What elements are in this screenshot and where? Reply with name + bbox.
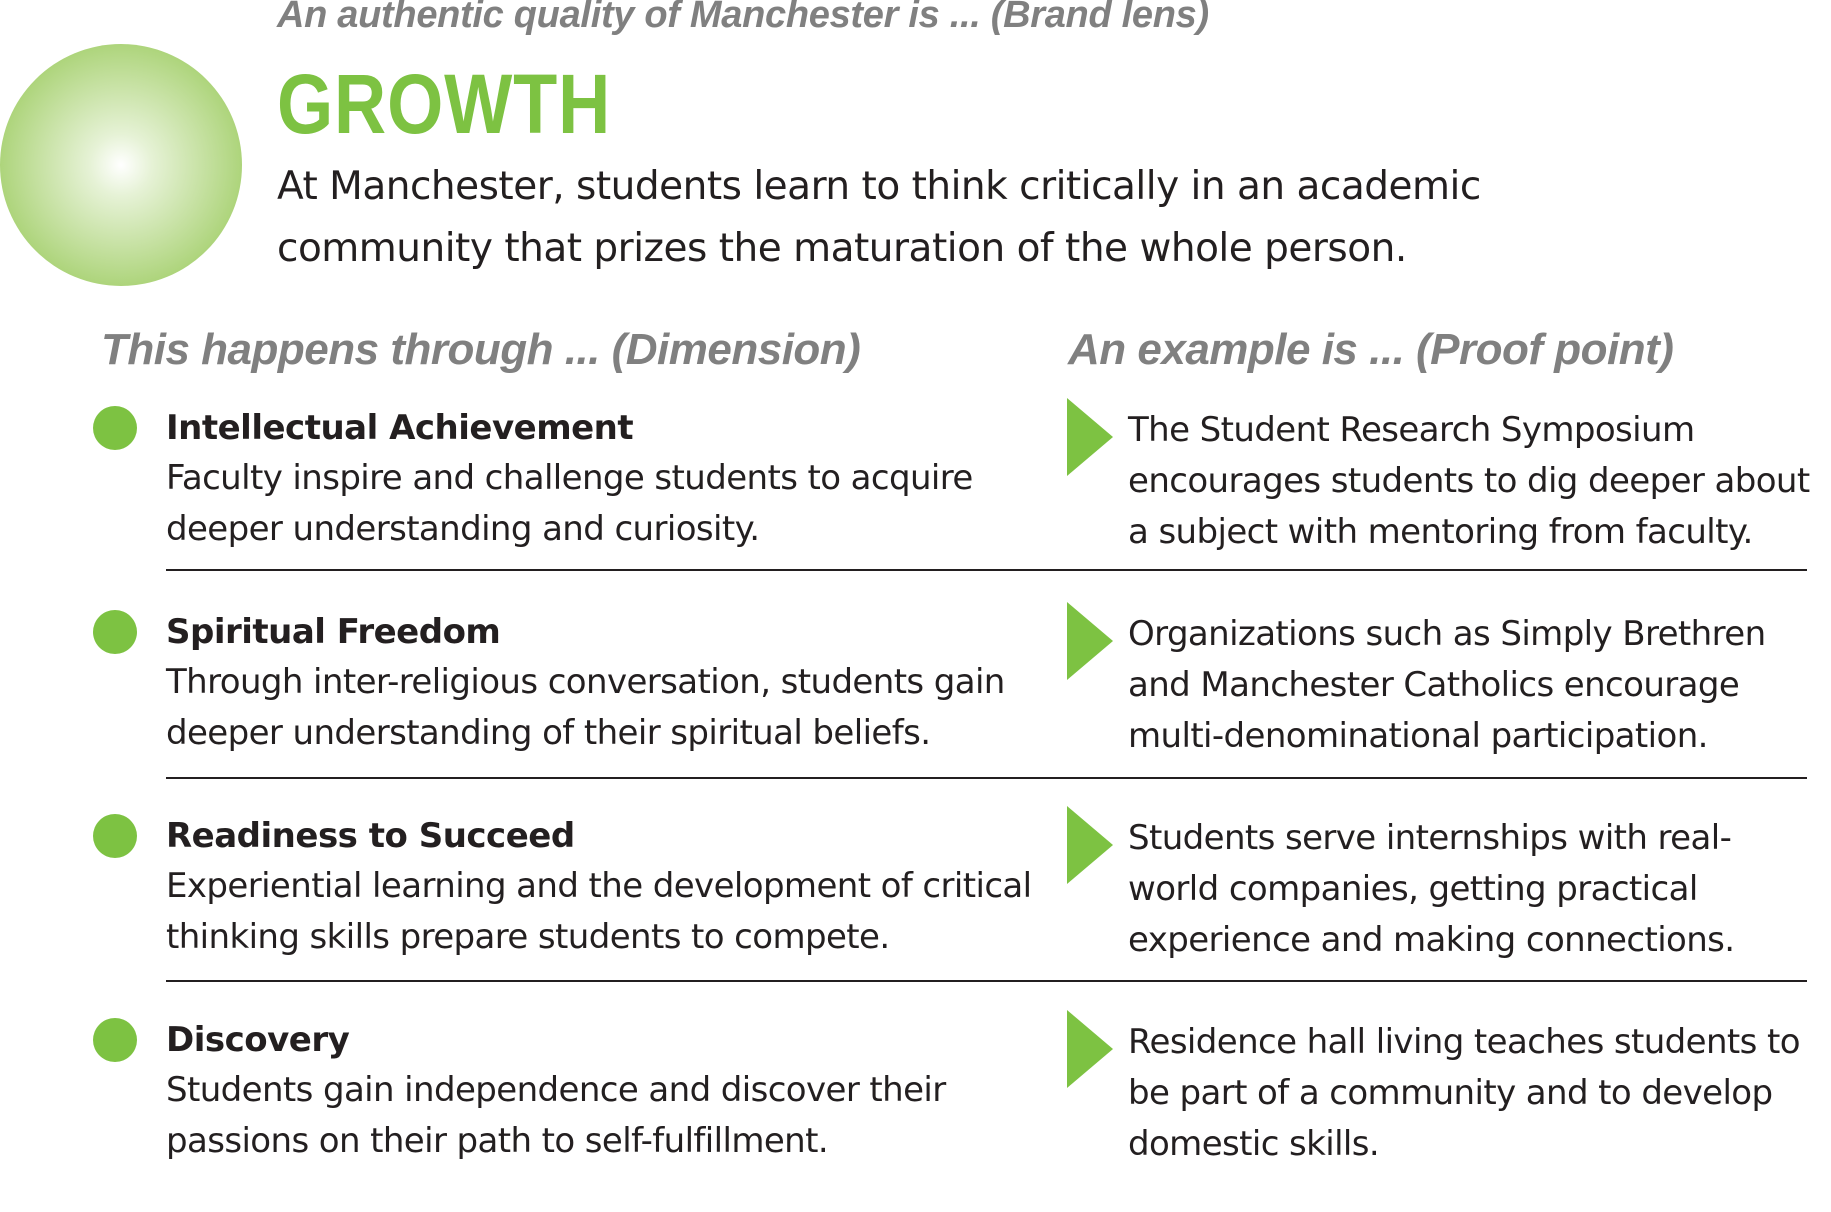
- description-line: thinking skills prepare students to compete.: [166, 917, 890, 957]
- dimension: [166, 607, 1066, 759]
- proof-line: and Manchester Catholics encourage: [1128, 665, 1740, 705]
- dimension-title: Intellectual Achievement: [166, 408, 634, 448]
- proof-line: Students serve internships with real-: [1128, 818, 1732, 858]
- dimension-description: [166, 657, 1066, 759]
- proof-point: [1128, 405, 1828, 558]
- description-line: Faculty inspire and challenge students to acquire: [166, 458, 973, 498]
- proof-column-heading: An example is ... (Proof point): [1068, 325, 1674, 374]
- proof-line: encourages students to dig deeper about: [1128, 461, 1810, 501]
- brand-lens-kicker: An authentic quality of Manchester is ... (Brand lens): [277, 0, 1209, 36]
- dimension-title: Spiritual Freedom: [166, 612, 501, 652]
- description-line: Students gain independence and discover their: [166, 1070, 946, 1110]
- arrow-icon: [1067, 1010, 1113, 1088]
- dimension-column-heading: This happens through ... (Dimension): [101, 325, 861, 374]
- proof-line: be part of a community and to develop: [1128, 1073, 1773, 1113]
- bullet-icon: [93, 1018, 137, 1062]
- proof-point: [1128, 609, 1828, 762]
- dimension: [166, 1015, 1066, 1167]
- description-line: deeper understanding and curiosity.: [166, 509, 760, 549]
- intro-line-1: At Manchester, students learn to think critically in an academic: [277, 164, 1481, 209]
- row-divider: [166, 980, 1807, 982]
- dimension-title: Discovery: [166, 1020, 350, 1060]
- proof-line: multi-denominational participation.: [1128, 716, 1708, 756]
- proof-line: domestic skills.: [1128, 1124, 1380, 1164]
- description-line: passions on their path to self-fulfillment.: [166, 1121, 829, 1161]
- bullet-icon: [93, 610, 137, 654]
- proof-line: Residence hall living teaches students to: [1128, 1022, 1800, 1062]
- dimension-title: Readiness to Succeed: [166, 816, 575, 856]
- description-line: Experiential learning and the development of critical: [166, 866, 1032, 906]
- dimension-description: [166, 861, 1066, 963]
- proof-line: a subject with mentoring from faculty.: [1128, 512, 1753, 552]
- proof-point: [1128, 813, 1828, 966]
- arrow-icon: [1067, 398, 1113, 476]
- dimension-description: [166, 453, 1066, 555]
- dimension: [166, 403, 1066, 555]
- green-orb-graphic: [0, 44, 242, 286]
- dimension-description: [166, 1065, 1066, 1167]
- bullet-icon: [93, 814, 137, 858]
- description-line: deeper understanding of their spiritual beliefs.: [166, 713, 931, 753]
- proof-line: world companies, getting practical: [1128, 869, 1698, 909]
- arrow-icon: [1067, 602, 1113, 680]
- row-divider: [166, 569, 1807, 571]
- dimension: [166, 811, 1066, 963]
- page-title: GROWTH: [277, 57, 612, 151]
- bullet-icon: [93, 406, 137, 450]
- proof-point: [1128, 1017, 1828, 1170]
- arrow-icon: [1067, 806, 1113, 884]
- row-divider: [166, 777, 1807, 779]
- description-line: Through inter-religious conversation, students gain: [166, 662, 1005, 702]
- proof-line: Organizations such as Simply Brethren: [1128, 614, 1766, 654]
- intro-statement: [277, 156, 1577, 280]
- proof-line: experience and making connections.: [1128, 920, 1735, 960]
- intro-line-2: community that prizes the maturation of the whole person.: [277, 226, 1407, 271]
- proof-line: The Student Research Symposium: [1128, 410, 1695, 450]
